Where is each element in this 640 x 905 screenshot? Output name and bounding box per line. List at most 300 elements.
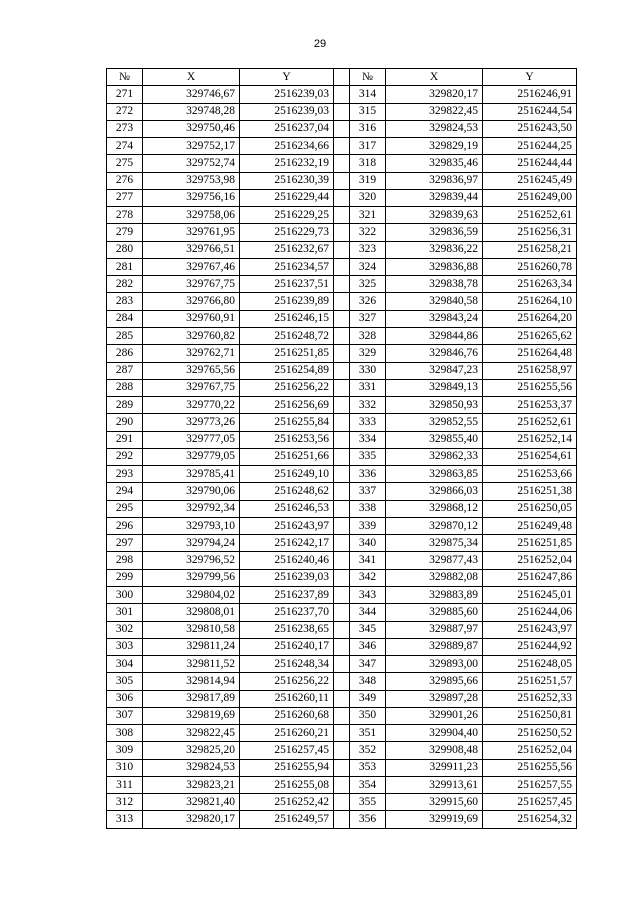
y-coordinate-left: 2516232,19 xyxy=(240,155,334,172)
x-coordinate-left: 329779,05 xyxy=(143,448,240,465)
table-row xyxy=(107,707,577,724)
x-coordinate-right: 329846,76 xyxy=(386,345,483,362)
y-coordinate-right: 2516257,45 xyxy=(483,794,577,811)
header-x-left: X xyxy=(143,69,240,86)
column-gap xyxy=(334,120,350,137)
column-gap xyxy=(334,742,350,759)
x-coordinate-left: 329752,17 xyxy=(143,138,240,155)
column-gap xyxy=(334,189,350,206)
y-coordinate-right: 2516254,61 xyxy=(483,448,577,465)
column-gap xyxy=(334,673,350,690)
table-row xyxy=(107,379,577,396)
point-number-right: 356 xyxy=(350,811,386,828)
table-row xyxy=(107,327,577,344)
table-row xyxy=(107,759,577,776)
column-gap xyxy=(334,759,350,776)
x-coordinate-left: 329765,56 xyxy=(143,362,240,379)
table-row xyxy=(107,725,577,742)
table-row xyxy=(107,207,577,224)
y-coordinate-right: 2516251,38 xyxy=(483,483,577,500)
point-number-right: 327 xyxy=(350,310,386,327)
x-coordinate-left: 329748,28 xyxy=(143,103,240,120)
x-coordinate-left: 329752,74 xyxy=(143,155,240,172)
y-coordinate-right: 2516243,50 xyxy=(483,120,577,137)
column-gap xyxy=(334,397,350,414)
y-coordinate-right: 2516263,34 xyxy=(483,276,577,293)
y-coordinate-left: 2516249,57 xyxy=(240,811,334,828)
x-coordinate-right: 329829,19 xyxy=(386,138,483,155)
column-gap xyxy=(334,431,350,448)
point-number-right: 352 xyxy=(350,742,386,759)
table-row xyxy=(107,258,577,275)
x-coordinate-right: 329852,55 xyxy=(386,414,483,431)
point-number-right: 353 xyxy=(350,759,386,776)
point-number-left: 282 xyxy=(107,276,143,293)
table-row xyxy=(107,224,577,241)
point-number-right: 318 xyxy=(350,155,386,172)
y-coordinate-right: 2516244,06 xyxy=(483,604,577,621)
point-number-left: 284 xyxy=(107,310,143,327)
x-coordinate-right: 329836,22 xyxy=(386,241,483,258)
x-coordinate-right: 329897,28 xyxy=(386,690,483,707)
y-coordinate-right: 2516256,31 xyxy=(483,224,577,241)
y-coordinate-right: 2516248,05 xyxy=(483,656,577,673)
point-number-left: 300 xyxy=(107,586,143,603)
x-coordinate-right: 329887,97 xyxy=(386,621,483,638)
column-gap xyxy=(334,690,350,707)
x-coordinate-right: 329836,59 xyxy=(386,224,483,241)
x-coordinate-left: 329808,01 xyxy=(143,604,240,621)
table-row xyxy=(107,241,577,258)
table-row xyxy=(107,569,577,586)
table-row xyxy=(107,448,577,465)
point-number-left: 289 xyxy=(107,397,143,414)
y-coordinate-right: 2516252,04 xyxy=(483,742,577,759)
y-coordinate-right: 2516245,01 xyxy=(483,586,577,603)
y-coordinate-left: 2516260,11 xyxy=(240,690,334,707)
column-gap xyxy=(334,172,350,189)
table-row xyxy=(107,673,577,690)
point-number-left: 278 xyxy=(107,207,143,224)
x-coordinate-right: 329838,78 xyxy=(386,276,483,293)
point-number-right: 317 xyxy=(350,138,386,155)
x-coordinate-left: 329777,05 xyxy=(143,431,240,448)
y-coordinate-left: 2516234,57 xyxy=(240,258,334,275)
point-number-right: 332 xyxy=(350,397,386,414)
y-coordinate-right: 2516258,97 xyxy=(483,362,577,379)
point-number-right: 315 xyxy=(350,103,386,120)
y-coordinate-right: 2516252,61 xyxy=(483,207,577,224)
point-number-right: 328 xyxy=(350,327,386,344)
point-number-right: 350 xyxy=(350,707,386,724)
point-number-left: 306 xyxy=(107,690,143,707)
column-gap xyxy=(334,276,350,293)
point-number-right: 334 xyxy=(350,431,386,448)
header-x-right: X xyxy=(386,69,483,86)
x-coordinate-left: 329799,56 xyxy=(143,569,240,586)
column-gap xyxy=(334,517,350,534)
table-row xyxy=(107,310,577,327)
column-gap xyxy=(334,725,350,742)
table-row xyxy=(107,811,577,828)
table-row xyxy=(107,345,577,362)
x-coordinate-right: 329835,46 xyxy=(386,155,483,172)
point-number-left: 307 xyxy=(107,707,143,724)
table-row xyxy=(107,138,577,155)
point-number-right: 354 xyxy=(350,776,386,793)
point-number-left: 311 xyxy=(107,776,143,793)
table-row xyxy=(107,535,577,552)
point-number-left: 274 xyxy=(107,138,143,155)
point-number-left: 290 xyxy=(107,414,143,431)
x-coordinate-left: 329760,82 xyxy=(143,327,240,344)
y-coordinate-left: 2516243,97 xyxy=(240,517,334,534)
point-number-right: 325 xyxy=(350,276,386,293)
point-number-right: 316 xyxy=(350,120,386,137)
point-number-left: 299 xyxy=(107,569,143,586)
point-number-left: 277 xyxy=(107,189,143,206)
point-number-left: 271 xyxy=(107,86,143,103)
point-number-left: 287 xyxy=(107,362,143,379)
table-body xyxy=(107,86,577,828)
x-coordinate-right: 329844,86 xyxy=(386,327,483,344)
point-number-left: 295 xyxy=(107,500,143,517)
x-coordinate-left: 329773,26 xyxy=(143,414,240,431)
point-number-left: 312 xyxy=(107,794,143,811)
point-number-left: 286 xyxy=(107,345,143,362)
column-gap xyxy=(334,155,350,172)
point-number-left: 309 xyxy=(107,742,143,759)
x-coordinate-right: 329882,08 xyxy=(386,569,483,586)
x-coordinate-left: 329825,20 xyxy=(143,742,240,759)
table-row xyxy=(107,466,577,483)
column-gap xyxy=(334,707,350,724)
y-coordinate-right: 2516250,81 xyxy=(483,707,577,724)
point-number-right: 337 xyxy=(350,483,386,500)
point-number-right: 351 xyxy=(350,725,386,742)
x-coordinate-left: 329819,69 xyxy=(143,707,240,724)
table-row xyxy=(107,742,577,759)
point-number-left: 292 xyxy=(107,448,143,465)
x-coordinate-left: 329766,51 xyxy=(143,241,240,258)
column-gap xyxy=(334,638,350,655)
point-number-left: 283 xyxy=(107,293,143,310)
x-coordinate-left: 329785,41 xyxy=(143,466,240,483)
y-coordinate-right: 2516243,97 xyxy=(483,621,577,638)
x-coordinate-right: 329877,43 xyxy=(386,552,483,569)
y-coordinate-left: 2516254,89 xyxy=(240,362,334,379)
x-coordinate-left: 329767,75 xyxy=(143,276,240,293)
table-header-row xyxy=(107,69,577,86)
x-coordinate-left: 329824,53 xyxy=(143,759,240,776)
column-gap xyxy=(334,621,350,638)
y-coordinate-right: 2516244,25 xyxy=(483,138,577,155)
column-gap xyxy=(334,86,350,103)
y-coordinate-left: 2516260,21 xyxy=(240,725,334,742)
point-number-left: 308 xyxy=(107,725,143,742)
point-number-right: 323 xyxy=(350,241,386,258)
y-coordinate-right: 2516257,55 xyxy=(483,776,577,793)
page-number: 29 xyxy=(313,38,327,50)
y-coordinate-right: 2516252,61 xyxy=(483,414,577,431)
x-coordinate-right: 329885,60 xyxy=(386,604,483,621)
table-row xyxy=(107,120,577,137)
y-coordinate-right: 2516260,78 xyxy=(483,258,577,275)
x-coordinate-left: 329756,16 xyxy=(143,189,240,206)
y-coordinate-left: 2516256,22 xyxy=(240,379,334,396)
x-coordinate-right: 329866,03 xyxy=(386,483,483,500)
y-coordinate-left: 2516255,94 xyxy=(240,759,334,776)
y-coordinate-right: 2516249,00 xyxy=(483,189,577,206)
x-coordinate-left: 329817,89 xyxy=(143,690,240,707)
x-coordinate-right: 329904,40 xyxy=(386,725,483,742)
table-row xyxy=(107,552,577,569)
table-row xyxy=(107,293,577,310)
x-coordinate-right: 329893,00 xyxy=(386,656,483,673)
point-number-right: 322 xyxy=(350,224,386,241)
table-row xyxy=(107,794,577,811)
x-coordinate-left: 329810,58 xyxy=(143,621,240,638)
x-coordinate-right: 329889,87 xyxy=(386,638,483,655)
x-coordinate-right: 329839,63 xyxy=(386,207,483,224)
table-row xyxy=(107,86,577,103)
table-row xyxy=(107,362,577,379)
y-coordinate-right: 2516245,49 xyxy=(483,172,577,189)
point-number-left: 298 xyxy=(107,552,143,569)
y-coordinate-left: 2516237,04 xyxy=(240,120,334,137)
y-coordinate-right: 2516250,05 xyxy=(483,500,577,517)
point-number-right: 343 xyxy=(350,586,386,603)
table-row xyxy=(107,103,577,120)
column-gap xyxy=(334,776,350,793)
y-coordinate-left: 2516238,65 xyxy=(240,621,334,638)
header-y-right: Y xyxy=(483,69,577,86)
y-coordinate-right: 2516250,52 xyxy=(483,725,577,742)
x-coordinate-right: 329915,60 xyxy=(386,794,483,811)
table-row xyxy=(107,586,577,603)
point-number-left: 313 xyxy=(107,811,143,828)
x-coordinate-left: 329767,46 xyxy=(143,258,240,275)
x-coordinate-left: 329760,91 xyxy=(143,310,240,327)
y-coordinate-right: 2516254,32 xyxy=(483,811,577,828)
column-gap xyxy=(334,379,350,396)
x-coordinate-left: 329792,34 xyxy=(143,500,240,517)
point-number-right: 335 xyxy=(350,448,386,465)
column-gap xyxy=(334,310,350,327)
column-gap xyxy=(334,224,350,241)
x-coordinate-right: 329836,97 xyxy=(386,172,483,189)
coordinates-table xyxy=(106,68,577,829)
y-coordinate-left: 2516253,56 xyxy=(240,431,334,448)
x-coordinate-left: 329814,94 xyxy=(143,673,240,690)
y-coordinate-right: 2516264,10 xyxy=(483,293,577,310)
point-number-left: 272 xyxy=(107,103,143,120)
coordinates-table-container xyxy=(106,68,576,829)
x-coordinate-left: 329794,24 xyxy=(143,535,240,552)
point-number-left: 304 xyxy=(107,656,143,673)
y-coordinate-right: 2516252,14 xyxy=(483,431,577,448)
x-coordinate-right: 329850,93 xyxy=(386,397,483,414)
x-coordinate-right: 329855,40 xyxy=(386,431,483,448)
point-number-right: 319 xyxy=(350,172,386,189)
y-coordinate-left: 2516229,73 xyxy=(240,224,334,241)
x-coordinate-left: 329770,22 xyxy=(143,397,240,414)
column-gap xyxy=(334,293,350,310)
point-number-left: 293 xyxy=(107,466,143,483)
column-gap xyxy=(334,207,350,224)
point-number-left: 310 xyxy=(107,759,143,776)
point-number-right: 331 xyxy=(350,379,386,396)
point-number-left: 296 xyxy=(107,517,143,534)
point-number-left: 276 xyxy=(107,172,143,189)
x-coordinate-left: 329804,02 xyxy=(143,586,240,603)
point-number-right: 346 xyxy=(350,638,386,655)
point-number-right: 342 xyxy=(350,569,386,586)
y-coordinate-right: 2516255,56 xyxy=(483,759,577,776)
point-number-right: 338 xyxy=(350,500,386,517)
y-coordinate-left: 2516257,45 xyxy=(240,742,334,759)
y-coordinate-right: 2516253,37 xyxy=(483,397,577,414)
y-coordinate-right: 2516252,04 xyxy=(483,552,577,569)
y-coordinate-left: 2516237,89 xyxy=(240,586,334,603)
point-number-right: 320 xyxy=(350,189,386,206)
y-coordinate-left: 2516256,69 xyxy=(240,397,334,414)
y-coordinate-left: 2516248,34 xyxy=(240,656,334,673)
x-coordinate-right: 329840,58 xyxy=(386,293,483,310)
column-gap xyxy=(334,103,350,120)
x-coordinate-right: 329901,26 xyxy=(386,707,483,724)
column-gap xyxy=(334,811,350,828)
point-number-right: 344 xyxy=(350,604,386,621)
x-coordinate-left: 329790,06 xyxy=(143,483,240,500)
point-number-right: 349 xyxy=(350,690,386,707)
x-coordinate-right: 329863,85 xyxy=(386,466,483,483)
point-number-right: 348 xyxy=(350,673,386,690)
point-number-right: 321 xyxy=(350,207,386,224)
x-coordinate-right: 329836,88 xyxy=(386,258,483,275)
x-coordinate-right: 329908,48 xyxy=(386,742,483,759)
y-coordinate-left: 2516246,53 xyxy=(240,500,334,517)
column-gap xyxy=(334,535,350,552)
column-gap xyxy=(334,362,350,379)
x-coordinate-left: 329767,75 xyxy=(143,379,240,396)
y-coordinate-left: 2516248,72 xyxy=(240,327,334,344)
x-coordinate-right: 329883,89 xyxy=(386,586,483,603)
x-coordinate-right: 329849,13 xyxy=(386,379,483,396)
point-number-left: 303 xyxy=(107,638,143,655)
point-number-right: 355 xyxy=(350,794,386,811)
y-coordinate-right: 2516244,92 xyxy=(483,638,577,655)
x-coordinate-left: 329766,80 xyxy=(143,293,240,310)
header-y-left: Y xyxy=(240,69,334,86)
table-row xyxy=(107,172,577,189)
y-coordinate-right: 2516265,62 xyxy=(483,327,577,344)
y-coordinate-left: 2516237,70 xyxy=(240,604,334,621)
table-row xyxy=(107,431,577,448)
y-coordinate-left: 2516255,08 xyxy=(240,776,334,793)
column-gap xyxy=(334,258,350,275)
y-coordinate-left: 2516239,03 xyxy=(240,103,334,120)
column-gap xyxy=(334,604,350,621)
point-number-left: 305 xyxy=(107,673,143,690)
point-number-right: 341 xyxy=(350,552,386,569)
point-number-left: 294 xyxy=(107,483,143,500)
y-coordinate-left: 2516248,62 xyxy=(240,483,334,500)
point-number-left: 279 xyxy=(107,224,143,241)
x-coordinate-right: 329847,23 xyxy=(386,362,483,379)
point-number-left: 275 xyxy=(107,155,143,172)
x-coordinate-left: 329796,52 xyxy=(143,552,240,569)
point-number-right: 340 xyxy=(350,535,386,552)
y-coordinate-right: 2516246,91 xyxy=(483,86,577,103)
point-number-left: 285 xyxy=(107,327,143,344)
y-coordinate-left: 2516249,10 xyxy=(240,466,334,483)
y-coordinate-right: 2516264,20 xyxy=(483,310,577,327)
x-coordinate-left: 329746,67 xyxy=(143,86,240,103)
y-coordinate-right: 2516253,66 xyxy=(483,466,577,483)
table-row xyxy=(107,604,577,621)
point-number-left: 281 xyxy=(107,258,143,275)
point-number-right: 314 xyxy=(350,86,386,103)
column-gap xyxy=(334,69,350,86)
x-coordinate-left: 329758,06 xyxy=(143,207,240,224)
table-row xyxy=(107,483,577,500)
x-coordinate-right: 329911,23 xyxy=(386,759,483,776)
y-coordinate-left: 2516234,66 xyxy=(240,138,334,155)
y-coordinate-left: 2516239,03 xyxy=(240,569,334,586)
column-gap xyxy=(334,138,350,155)
column-gap xyxy=(334,414,350,431)
x-coordinate-left: 329811,52 xyxy=(143,656,240,673)
point-number-left: 288 xyxy=(107,379,143,396)
y-coordinate-left: 2516252,42 xyxy=(240,794,334,811)
point-number-left: 297 xyxy=(107,535,143,552)
point-number-right: 345 xyxy=(350,621,386,638)
point-number-right: 336 xyxy=(350,466,386,483)
table-row xyxy=(107,621,577,638)
column-gap xyxy=(334,569,350,586)
x-coordinate-right: 329870,12 xyxy=(386,517,483,534)
point-number-right: 329 xyxy=(350,345,386,362)
column-gap xyxy=(334,448,350,465)
y-coordinate-left: 2516232,67 xyxy=(240,241,334,258)
y-coordinate-right: 2516252,33 xyxy=(483,690,577,707)
x-coordinate-left: 329822,45 xyxy=(143,725,240,742)
table-row xyxy=(107,690,577,707)
y-coordinate-right: 2516247,86 xyxy=(483,569,577,586)
column-gap xyxy=(334,483,350,500)
y-coordinate-left: 2516256,22 xyxy=(240,673,334,690)
x-coordinate-right: 329868,12 xyxy=(386,500,483,517)
y-coordinate-right: 2516251,57 xyxy=(483,673,577,690)
column-gap xyxy=(334,656,350,673)
x-coordinate-right: 329875,34 xyxy=(386,535,483,552)
x-coordinate-right: 329843,24 xyxy=(386,310,483,327)
x-coordinate-left: 329761,95 xyxy=(143,224,240,241)
y-coordinate-left: 2516255,84 xyxy=(240,414,334,431)
y-coordinate-left: 2516230,39 xyxy=(240,172,334,189)
header-number-left: № xyxy=(107,69,143,86)
x-coordinate-right: 329862,33 xyxy=(386,448,483,465)
x-coordinate-right: 329913,61 xyxy=(386,776,483,793)
x-coordinate-left: 329762,71 xyxy=(143,345,240,362)
point-number-right: 324 xyxy=(350,258,386,275)
point-number-left: 273 xyxy=(107,120,143,137)
point-number-right: 326 xyxy=(350,293,386,310)
header-number-right: № xyxy=(350,69,386,86)
y-coordinate-right: 2516255,56 xyxy=(483,379,577,396)
y-coordinate-left: 2516229,44 xyxy=(240,189,334,206)
